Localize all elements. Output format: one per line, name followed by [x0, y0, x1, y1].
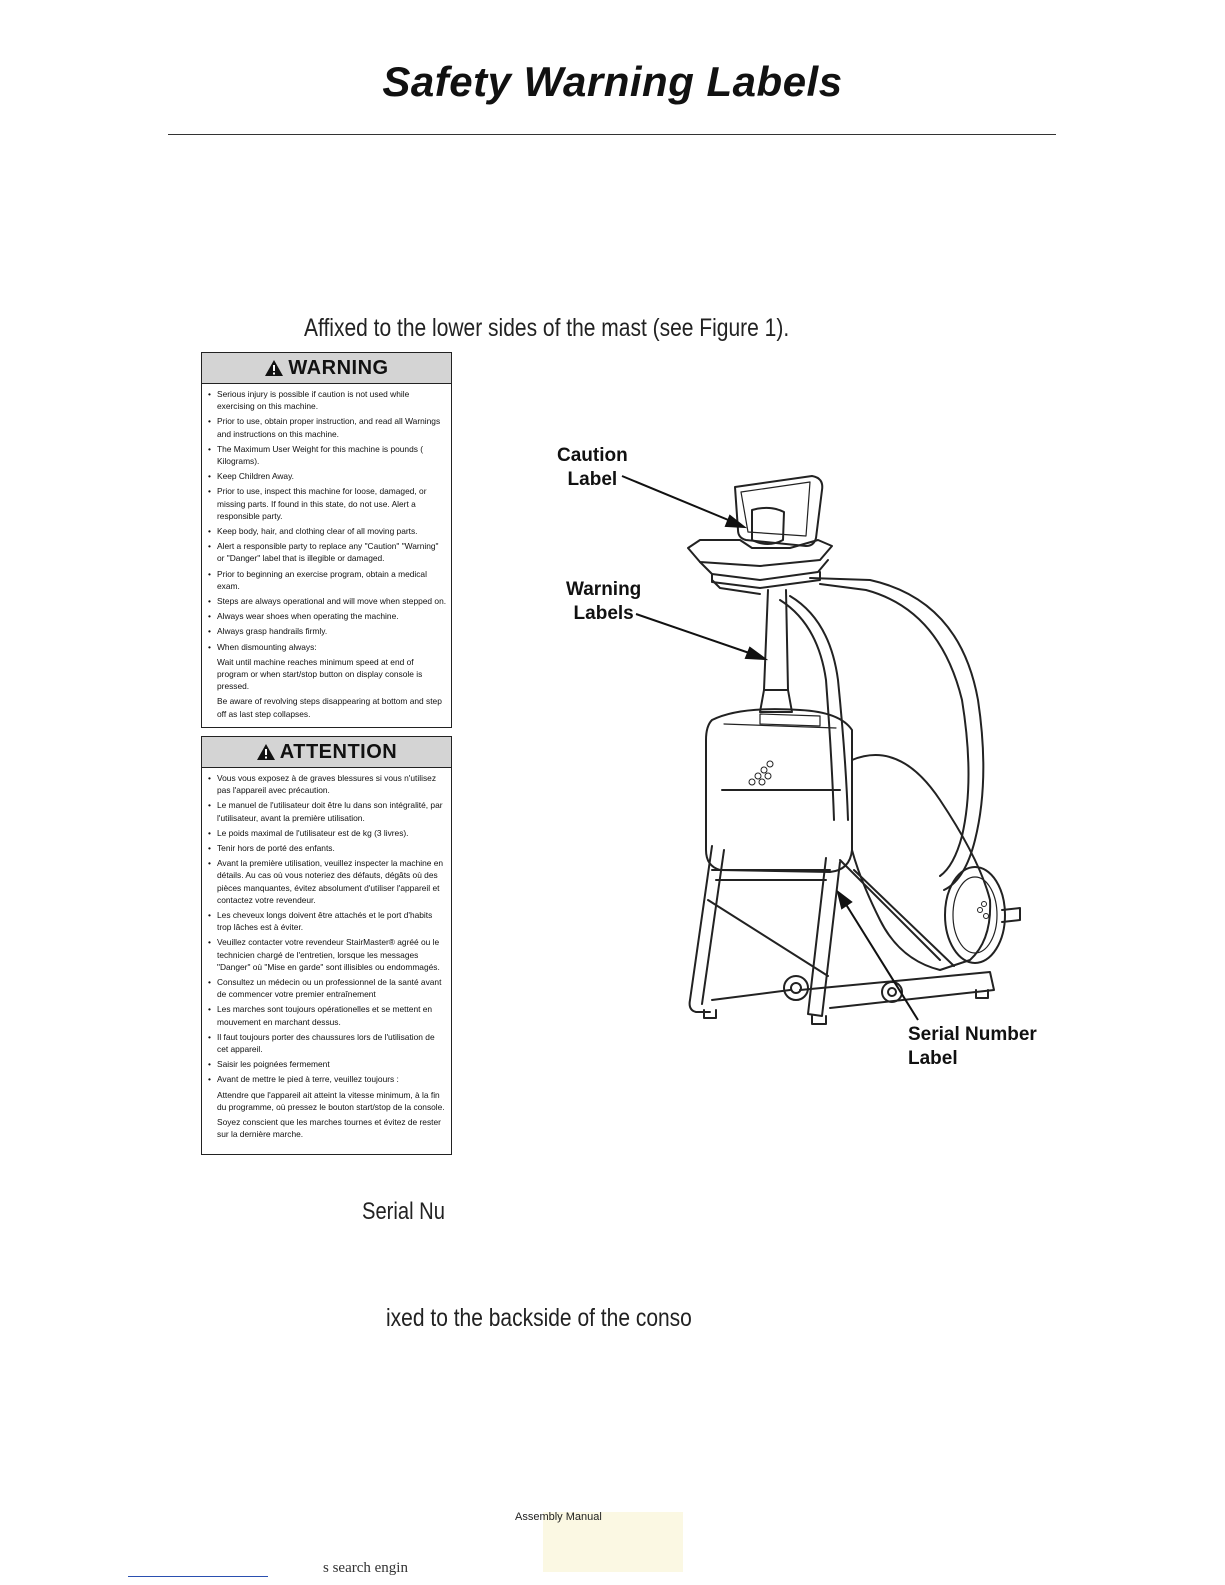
attention-item-text: Avant la première utilisation, veuillez inspecter la machine en détails. Au cas où vous noteriez des défauts, dégâts où des pièces manquantes, évitez absolument d'utiliser l'appareil et contactez votre revendeur.: [217, 858, 444, 905]
bullet-icon: •: [208, 641, 211, 652]
warning-item: [206, 540, 447, 564]
attention-item-text: Les marches sont toujours opérationelles et se mettent en mouvement en marchant dessus.: [217, 1004, 433, 1027]
attention-item-text: Soyez conscient que les marches tournes et évitez de rester sur la dernière marche.: [217, 1117, 441, 1140]
warning-item-text: Always grasp handrails firmly.: [217, 626, 328, 637]
warning-triangle-icon: [264, 359, 284, 377]
warning-item: [206, 625, 447, 637]
attention-item: [206, 842, 447, 854]
warning-item-text: Prior to beginning an exercise program, obtain a medical exam.: [217, 568, 427, 591]
bullet-icon: •: [208, 977, 211, 988]
attention-item: [206, 1073, 447, 1085]
attention-item-text: Il faut toujours porter des chaussures lors de l'utilisation de cet appareil.: [217, 1031, 435, 1055]
bullet-icon: •: [208, 827, 211, 838]
title-divider: [168, 134, 1056, 135]
bullet-icon: •: [208, 443, 211, 454]
bullet-icon: •: [208, 1074, 211, 1085]
warning-item-text: Wait until machine reaches minimum speed at end of program or when start/stop button on display console is pressed.: [217, 656, 423, 692]
warning-label: [201, 352, 452, 728]
attention-item-text: Saisir les poignées fermement: [217, 1059, 330, 1070]
attention-item: [206, 1031, 447, 1055]
warning-item: [206, 470, 447, 482]
warning-labels-callout: Warning Labels: [566, 579, 642, 624]
bullet-icon: •: [208, 486, 211, 497]
bullet-icon: •: [208, 843, 211, 854]
warning-item-text: Keep body, hair, and clothing clear of all moving parts.: [217, 526, 418, 537]
warning-item: [206, 656, 447, 693]
bullet-icon: •: [208, 389, 211, 399]
attention-item: [206, 909, 447, 933]
warning-item: [206, 525, 447, 537]
bullet-icon: •: [208, 800, 211, 811]
bullet-icon: •: [208, 611, 211, 622]
attention-item-text: Avant de mettre le pied à terre, veuillez toujours :: [217, 1074, 399, 1085]
warning-item-text: Always wear shoes when operating the machine.: [217, 611, 399, 622]
attention-item-text: Tenir hors de porté des enfants.: [217, 843, 335, 854]
bullet-icon: •: [208, 416, 211, 427]
backside-caption: ixed to the backside of the conso: [386, 1304, 692, 1332]
warning-item-text: Serious injury is possible if caution is not used while exercising on this machine.: [217, 389, 410, 412]
warning-item: [206, 695, 447, 719]
attention-item: [206, 799, 447, 823]
attention-item-text: Les cheveux longs doivent être attachés et le port d'habits trop lâches est à éviter.: [217, 910, 433, 933]
warning-item: [206, 610, 447, 622]
bullet-icon: •: [208, 526, 211, 537]
bullet-icon: •: [208, 596, 211, 607]
bullet-icon: •: [208, 568, 211, 579]
warning-item-text: When dismounting always:: [217, 641, 317, 652]
warning-item: [206, 568, 447, 592]
attention-item-text: Attendre que l'appareil ait atteint la vitesse minimum, à la fin du programme, où pressez le bouton start/stop de la console.: [217, 1089, 445, 1112]
affixed-caption: Affixed to the lower sides of the mast (see Figure 1).: [304, 314, 790, 342]
warning-item-text: Alert a responsible party to replace any "Caution" "Warning" or "Danger" label that is illegible or damaged.: [217, 541, 439, 564]
page-title: Safety Warning Labels: [382, 58, 843, 105]
bullet-icon: •: [208, 937, 211, 948]
serial-number-callout: Serial Number Label: [908, 1024, 1037, 1069]
attention-item-text: Consultez un médecin ou un professionnel de la santé avant de commencer votre premier entraînement: [217, 977, 442, 1000]
warning-label-header: [202, 353, 451, 384]
bullet-icon: •: [208, 910, 211, 921]
attention-items: [202, 768, 451, 1145]
warning-triangle-icon: [256, 743, 276, 761]
bullet-icon: •: [208, 541, 211, 552]
attention-label: [201, 736, 452, 1155]
attention-item: [206, 936, 447, 973]
warning-heading: WARNING: [288, 356, 389, 379]
warning-item-text: Keep Children Away.: [217, 471, 294, 482]
attention-label-header: [202, 737, 451, 768]
attention-item-text: Vous vous exposez à de graves blessures si vous n'utilisez pas l'appareil avec précaution.: [217, 773, 437, 796]
attention-item: [206, 1116, 447, 1140]
warning-item-text: Prior to use, inspect this machine for loose, damaged, or missing parts. If found in this state, do not use. Alert a responsible party.: [217, 486, 427, 521]
attention-item: [206, 827, 447, 839]
attention-item-text: Veuillez contacter votre revendeur StairMaster® agréé ou le technicien chargé de l'entretien, lorsque les messages "Danger" où "Mise en garde" sont illisibles ou endommagés.: [217, 937, 440, 972]
attention-item: [206, 1089, 447, 1113]
attention-item-text: Le poids maximal de l'utilisateur est de kg (3 livres).: [217, 827, 409, 838]
attention-heading: ATTENTION: [279, 740, 398, 763]
warning-item-text: Be aware of revolving steps disappearing at bottom and step off as last step collapses.: [217, 696, 442, 719]
attention-item: [206, 976, 447, 1000]
bullet-icon: •: [208, 1059, 211, 1070]
warning-items: [202, 384, 451, 725]
bullet-icon: •: [208, 1004, 211, 1015]
attention-item: [206, 772, 447, 796]
attention-item: [206, 1003, 447, 1027]
stepmill-figure: [600, 420, 1160, 1060]
warning-item: [206, 595, 447, 607]
warning-item: [206, 641, 447, 653]
footer-search-text: s search engin: [323, 1560, 408, 1576]
warning-item: [206, 443, 447, 467]
caution-label-callout: Caution Label: [557, 445, 628, 490]
bullet-icon: •: [208, 1031, 211, 1042]
warning-item-text: The Maximum User Weight for this machine is pounds ( Kilograms).: [217, 443, 424, 467]
bullet-icon: •: [208, 773, 211, 783]
warning-item: [206, 485, 447, 522]
bullet-icon: •: [208, 626, 211, 637]
attention-item-text: Le manuel de l'utilisateur doit être lu dans son intégralité, par l'utilisateur, avant la première utilisation.: [217, 800, 443, 823]
attention-item: [206, 857, 447, 906]
attention-item: [206, 1058, 447, 1070]
bullet-icon: •: [208, 858, 211, 869]
serial-caption: Serial Nu: [362, 1198, 445, 1225]
warning-item: [206, 415, 447, 439]
footer-link-underline[interactable]: [128, 1576, 268, 1577]
warning-item: [206, 388, 447, 412]
warning-item-text: Steps are always operational and will move when stepped on.: [217, 596, 447, 607]
footer-manual-title: Assembly Manual: [515, 1511, 602, 1523]
bullet-icon: •: [208, 471, 211, 482]
warning-item-text: Prior to use, obtain proper instruction, and read all Warnings and instructions on this machine.: [217, 416, 441, 439]
